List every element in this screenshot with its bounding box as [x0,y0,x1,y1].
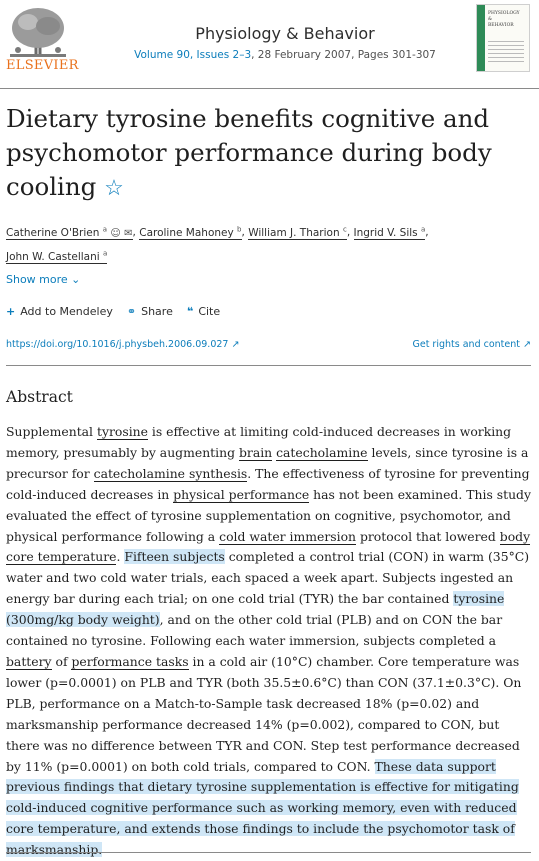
highlighted-text: These data support previous findings that dietary tyrosine supplementation is effective for mitigating cold-induced cognitive performance such as working memory, even with reduced core temperature, and extends those findings to include the psychomotor task of marksmanship. [6,758,519,858]
topic-link[interactable]: catecholamine [276,444,368,460]
article-links [6,339,531,350]
show-more-button[interactable]: Show more ⌄ [6,273,81,286]
elsevier-wordmark[interactable]: ELSEVIER [6,58,79,73]
cover-text-lines [488,41,524,63]
issue-info [100,49,470,61]
topic-link[interactable]: body core temperature [6,528,531,565]
person-icon: ☺ [110,227,121,239]
abstract-heading: Abstract [6,388,73,406]
cover-stripe [477,5,485,71]
chevron-down-icon: ⌄ [71,273,81,286]
doi-link[interactable]: https://doi.org/10.1016/j.physbeh.2006.09.027 ↗ [6,339,240,350]
issue-date-pages: , 28 February 2007, Pages 301-307 [251,49,436,61]
add-to-mendeley-button[interactable]: + Add to Mendeley [6,305,113,318]
cover-title: PHYSIOLOGY & BEHAVIOR [488,11,520,28]
topic-link[interactable]: physical performance [173,486,310,502]
topic-link[interactable]: battery [6,653,52,669]
article-title: Dietary tyrosine benefits cognitive and psychomotor performance during body cooling ☆ [6,104,492,201]
journal-header [0,0,539,89]
journal-cover-thumbnail[interactable] [476,4,530,72]
plus-icon: + [6,305,16,318]
topic-link[interactable]: tyrosine [96,424,148,439]
author-list: Catherine O'Brien $^a$ ☺ ✉, Caroline Mahoney $^b$, William J. Tharion $^c$, Ingrid V. Sils $^a$, John W. Castellani $^a$ [6,225,429,263]
article-actions [6,305,220,318]
external-arrow-icon: ↗ [523,339,531,350]
abstract-body: Supplemental tyrosine is effective at limiting cold-induced decreases in working memory, presumably by augmenting brain catecholamine levels, since tyrosine is a precursor for catecholamine synthesis. The effectiveness of tyrosine for preventing cold-induced decreases in physical performance has not been examined. This study evaluated the effect of tyrosine supplementation on cognitive, psychomotor, and physical performance following a cold water immersion protocol that lowered body core temperature. Fifteen subjects completed a control trial (CON) in warm (35°C) water and two cold water trials, each spaced a week apart. Subjects ingested an energy bar during each trial; on one cold trial (TYR) the bar contained tyrosine (300mg/kg body weight), and on the other cold trial (PLB) and on CON the bar contained no tyrosine. Following each water immersion, subjects completed a battery of performance tasks in a cold air (10°C) chamber. Core temperature was lower (p=0.0001) on PLB and TYR (both 35.5±0.6°C) than CON (37.1±0.3°C). On PLB, performance on a Match-to-Sample task decreased 18% (p=0.02) and marksmanship performance decreased 14% (p=0.002), compared to CON, but there was no difference between TYR and CON. Step test performance decreased by 11% (p=0.0001) on both cold trials, compared to CON. These data support previous findings that dietary tyrosine supplementation is effective for mitigating cold-induced cognitive performance such as working memory, even with reduced core temperature, and extends those findings to include the psychomotor task of marksmanship. [6,424,531,858]
envelope-icon: ✉ [124,227,133,239]
journal-title[interactable]: Physiology & Behavior [195,24,375,43]
share-button[interactable]: ⚭ Share [126,305,173,318]
rights-link[interactable]: Get rights and content ↗ [412,339,531,350]
topic-link[interactable]: performance tasks [71,653,189,669]
cite-button[interactable]: ❝ Cite [186,305,221,318]
volume-link[interactable]: Volume 90, Issues 2–3 [134,49,252,61]
quote-icon: ❝ [186,305,194,318]
author-link[interactable]: Catherine O'Brien $^a$ ☺ ✉ [6,225,133,239]
highlighted-text: Fifteen subjects [124,549,225,565]
external-arrow-icon: ↗ [231,339,240,350]
author-link[interactable]: William J. Tharion $^c$ [248,225,347,239]
topic-link[interactable]: brain [238,444,273,460]
author-link[interactable]: Ingrid V. Sils $^a$ [353,225,426,239]
author-link[interactable]: John W. Castellani $^a$ [6,249,108,263]
topic-link[interactable]: cold water immersion [219,528,357,544]
highlighted-text: tyrosine (300mg/kg body weight) [6,591,505,628]
star-icon[interactable]: ☆ [104,176,124,201]
divider [6,365,531,366]
share-icon: ⚭ [126,305,137,318]
topic-link[interactable]: catecholamine synthesis [93,465,248,481]
divider [6,852,531,853]
author-link[interactable]: Caroline Mahoney $^b$ [139,225,242,239]
